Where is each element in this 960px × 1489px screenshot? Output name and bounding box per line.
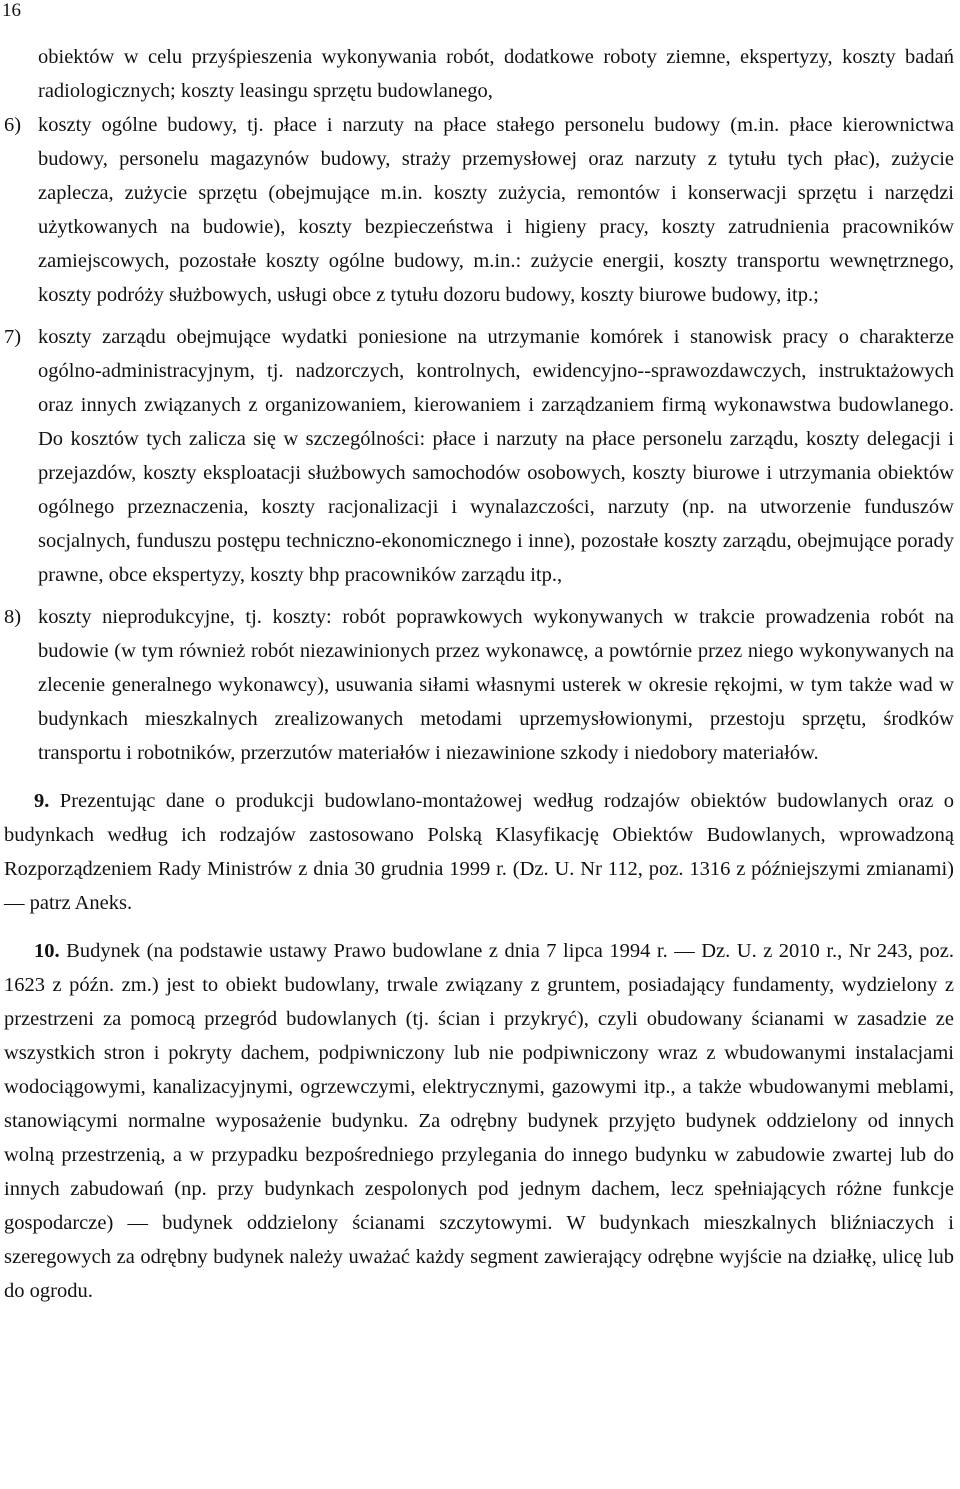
list-item-text: koszty ogólne budowy, tj. płace i narzuty na płace stałego personelu budowy (m.in. płace kierownictwa budowy, personelu magazynów budowy, straży przemysłowej oraz narzuty z tytułu tych płac), zużycie zaplecza, zużycie sprzętu (obejmujące m.in. koszty zużycia, remontów i konserwacji sprzętu i narzędzi użytkowanych na budowie), koszty bezpieczeństwa i higieny pracy, koszty zatrudnienia pracowników zamiejscowych, pozostałe koszty ogólne budowy, m.in.: zużycie energii, koszty transportu wewnętrznego, koszty podróży służbowych, usługi obce z tytułu dozoru budowy, koszty biurowe budowy, itp.; <box>38 114 954 306</box>
list-number: 7) <box>4 326 22 348</box>
list-item-6 <box>4 108 954 312</box>
section-9 <box>4 784 954 920</box>
section-text: Prezentując dane o produkcji budowlano-montażowej według rodzajów obiektów budowlanych oraz o budynkach według ich rodzajów zastosowano Polską Klasyfikację Obiektów Budowlanych, wprowadzoną Rozporządzeniem Rady Ministrów z dnia 30 grudnia 1999 r. (Dz. U. Nr 112, poz. 1316 z późniejszymi zmianami) — patrz Aneks. <box>4 790 955 914</box>
list-item-8 <box>4 600 954 770</box>
page-number: 16 <box>2 0 21 21</box>
continuation-paragraph: obiektów w celu przyśpieszenia wykonywania robót, dodatkowe roboty ziemne, ekspertyzy, koszty badań radiologicznych; koszty leasingu sprzętu budowlanego, <box>38 46 954 102</box>
list-item-text: koszty nieprodukcyjne, tj. koszty: robót poprawkowych wykonywanych w trakcie prowadzenia robót na budowie (w tym również robót niezawinionych przez wykonawcę, a powtórnie przez niego wykonywanych na zlecenie generalnego wykonawcy), usuwania siłami własnymi usterek w okresie rękojmi, w tym także wad w budynkach mieszkalnych zrealizowanych metodami uprzemysłowionymi, przestoju sprzętu, środków transportu i robotników, przerzutów materiałów i niezawinione szkody i niedobory materiałów. <box>38 606 954 764</box>
list-item-7 <box>4 320 954 592</box>
continuation-block <box>4 40 954 108</box>
section-number: 9. <box>34 790 50 812</box>
list-number: 8) <box>4 606 22 628</box>
document-body <box>4 40 954 1308</box>
list-number: 6) <box>4 114 22 136</box>
list-item-text: koszty zarządu obejmujące wydatki poniesione na utrzymanie komórek i stanowisk pracy o charakterze ogólno-administracyjnym, tj. nadzorczych, kontrolnych, ewidencyjno--sprawozdawczych, instruktażowych oraz innych związanych z organizowaniem, kierowaniem i zarządzaniem firmą wykonawstwa budowlanego. Do kosztów tych zalicza się w szczególności: płace i narzuty na płace personelu zarządu, koszty delegacji i przejazdów, koszty eksploatacji służbowych samochodów osobowych, koszty biurowe i utrzymania obiektów ogólnego przeznaczenia, koszty racjonalizacji i wynalazczości, narzuty (np. na utworzenie funduszów socjalnych, funduszu postępu techniczno-ekonomicznego i inne), pozostałe koszty zarządu, obejmujące porady prawne, obce ekspertyzy, koszty bhp pracowników zarządu itp., <box>38 326 954 586</box>
section-number: 10. <box>34 940 60 962</box>
section-10 <box>4 934 954 1308</box>
section-text: Budynek (na podstawie ustawy Prawo budowlane z dnia 7 lipca 1994 r. — Dz. U. z 2010 r., Nr 243, poz. 1623 z późn. zm.) jest to obiekt budowlany, trwale związany z gruntem, posiadający fundamenty, wydzielony z przestrzeni za pomocą przegród budowlanych (tj. ścian i przykryć), czyli obudowany ścianami w zasadzie ze wszystkich stron i pokryty dachem, podpiwniczony lub nie podpiwniczony wraz z wbudowanymi instalacjami wodociągowymi, kanalizacyjnymi, ogrzewczymi, elektrycznymi, gazowymi itp., a także wbudowanymi meblami, stanowiącymi normalne wyposażenie budynku. Za odrębny budynek przyjęto budynek oddzielony od innych wolną przestrzenią, a w przypadku bezpośredniego przylegania do innego budynku w zabudowie zwartej lub do innych zabudowań (np. przy budynkach zespolonych pod jednym dachem, lecz spełniających różne funkcje gospodarcze) — budynek oddzielony ścianami szczytowymi. W budynkach mieszkalnych bliźniaczych i szeregowych za odrębny budynek należy uważać każdy segment zawierający odrębne wyjście na działkę, ulicę lub do ogrodu. <box>4 940 955 1302</box>
